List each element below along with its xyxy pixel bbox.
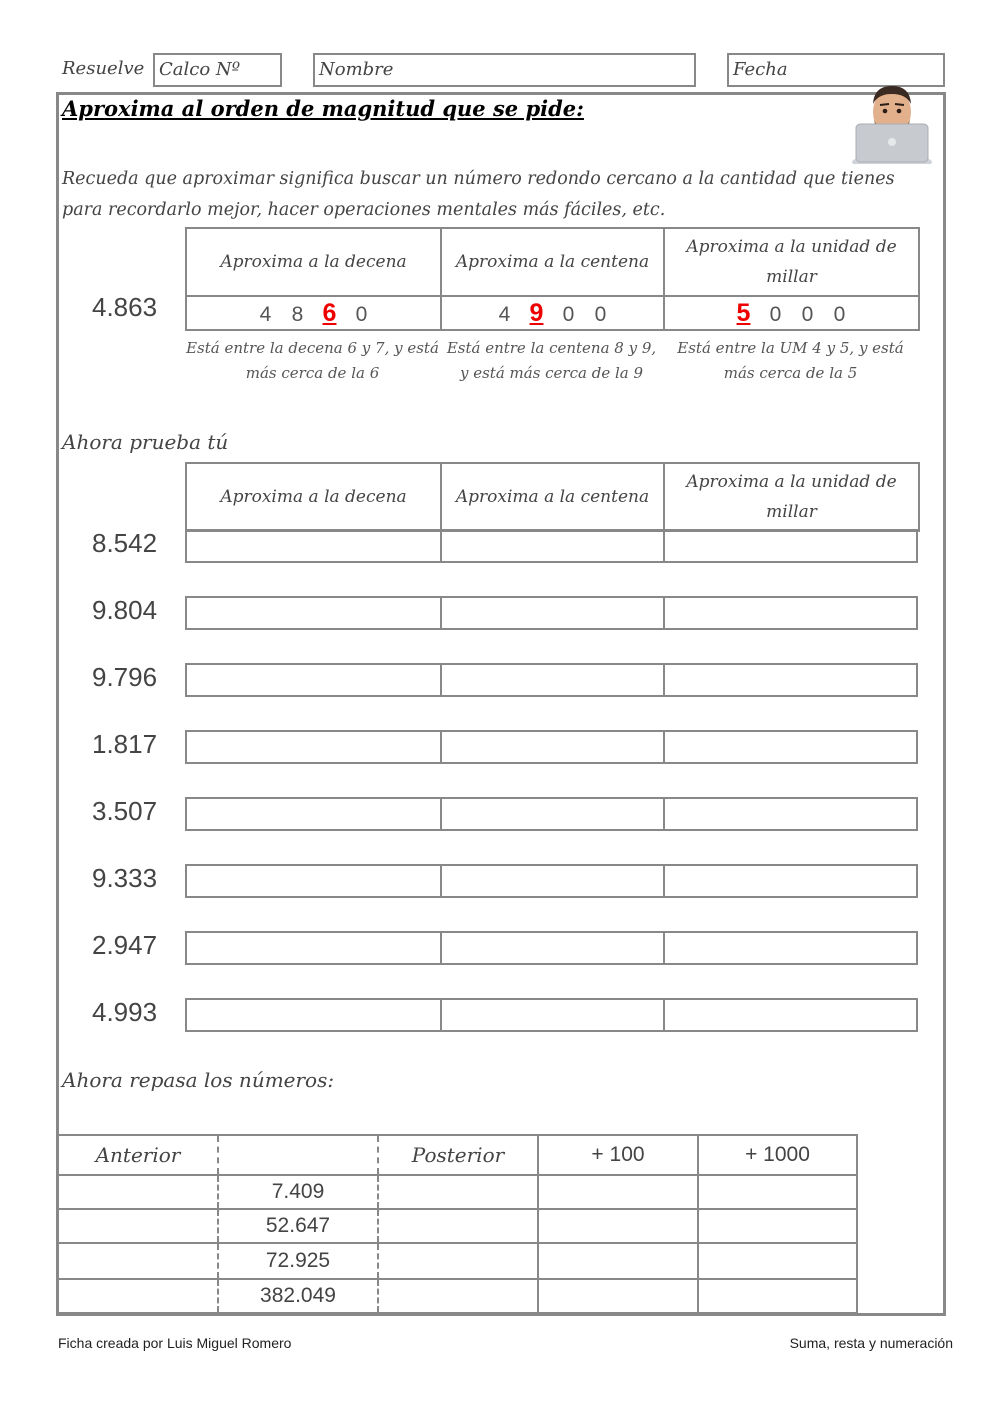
header-centena: Aproxima a la centena <box>441 228 664 296</box>
note-millar <box>663 336 918 386</box>
answer-row[interactable] <box>185 529 918 563</box>
note-centena-line2: y está más cerca de la 9 <box>459 364 644 382</box>
practice-table-header <box>185 462 920 532</box>
header-anterior: Anterior <box>58 1135 218 1175</box>
digit: 8 <box>291 302 304 326</box>
digit: 0 <box>562 302 575 326</box>
header-plus-1000: + 1000 <box>698 1135 857 1175</box>
practice-label: Ahora prueba tú <box>62 430 229 454</box>
rounded-digit: 9 <box>529 298 544 327</box>
footer-author: Ficha creada por Luis Miguel Romero <box>58 1335 292 1351</box>
posterior-cell[interactable] <box>378 1175 538 1209</box>
header-millar <box>664 463 919 531</box>
example-number: 4.863 <box>92 292 158 322</box>
example-table <box>185 227 920 331</box>
anterior-cell[interactable] <box>58 1279 218 1313</box>
fecha-label: Fecha <box>733 59 788 80</box>
answer-row[interactable] <box>185 864 918 898</box>
answer-row[interactable] <box>185 596 918 630</box>
plus-100-cell[interactable] <box>538 1209 698 1243</box>
header-number <box>218 1135 378 1175</box>
calco-label: Calco Nº <box>159 59 241 80</box>
digit: 0 <box>769 302 782 326</box>
digit: 0 <box>833 302 846 326</box>
note-decena-line1: Está entre la decena 6 y 7, y está <box>186 339 439 357</box>
plus-1000-cell[interactable] <box>698 1175 857 1209</box>
example-centena-cell <box>441 296 664 330</box>
header-posterior: Posterior <box>378 1135 538 1175</box>
intro-line-2: para recordarlo mejor, hacer operaciones mentales más fáciles, etc. <box>62 200 666 220</box>
anterior-cell[interactable] <box>58 1209 218 1243</box>
review-table <box>57 1134 858 1314</box>
header-millar-line2: millar <box>766 267 817 287</box>
answer-row[interactable] <box>185 663 918 697</box>
header-centena: Aproxima a la centena <box>441 463 664 531</box>
review-number: 52.647 <box>218 1209 378 1243</box>
example-millar-cell <box>664 296 919 330</box>
anterior-cell[interactable] <box>58 1243 218 1279</box>
calco-field[interactable] <box>153 53 282 87</box>
footer-topic: Suma, resta y numeración <box>789 1335 953 1351</box>
digit: 4 <box>498 302 511 326</box>
review-number: 7.409 <box>218 1175 378 1209</box>
header-millar-line1: Aproxima a la unidad de <box>686 472 897 492</box>
practice-number: 9.796 <box>92 662 158 692</box>
digit: 0 <box>801 302 814 326</box>
header-plus-100: + 100 <box>538 1135 698 1175</box>
review-number: 382.049 <box>218 1279 378 1313</box>
rounded-digit: 6 <box>322 298 337 327</box>
answer-row[interactable] <box>185 931 918 965</box>
nombre-field[interactable] <box>313 53 696 87</box>
note-decena <box>185 336 440 386</box>
practice-number: 9.804 <box>92 595 158 625</box>
avatar-icon <box>848 82 936 164</box>
resuelve-label: Resuelve <box>62 58 145 79</box>
note-centena <box>440 336 663 386</box>
header-millar-line2: millar <box>766 502 817 522</box>
digit: 0 <box>355 302 368 326</box>
header-decena: Aproxima a la decena <box>186 228 441 296</box>
anterior-cell[interactable] <box>58 1175 218 1209</box>
posterior-cell[interactable] <box>378 1279 538 1313</box>
header-millar <box>664 228 919 296</box>
note-centena-line1: Está entre la centena 8 y 9, <box>446 339 657 357</box>
practice-number: 9.333 <box>92 863 158 893</box>
posterior-cell[interactable] <box>378 1209 538 1243</box>
practice-number: 2.947 <box>92 930 158 960</box>
nombre-label: Nombre <box>319 59 394 80</box>
practice-number: 1.817 <box>92 729 158 759</box>
plus-100-cell[interactable] <box>538 1243 698 1279</box>
example-decena-cell <box>186 296 441 330</box>
practice-number: 8.542 <box>92 528 158 558</box>
practice-number: 3.507 <box>92 796 158 826</box>
answer-row[interactable] <box>185 730 918 764</box>
note-decena-line2: más cerca de la 6 <box>245 364 380 382</box>
practice-number: 4.993 <box>92 997 158 1027</box>
header-decena: Aproxima a la decena <box>186 463 441 531</box>
plus-1000-cell[interactable] <box>698 1279 857 1313</box>
page-title: Aproxima al orden de magnitud que se pide: <box>62 96 584 121</box>
plus-100-cell[interactable] <box>538 1279 698 1313</box>
plus-1000-cell[interactable] <box>698 1209 857 1243</box>
intro-text <box>62 164 922 226</box>
header-millar-line1: Aproxima a la unidad de <box>686 237 897 257</box>
note-millar-line1: Está entre la UM 4 y 5, y está <box>677 339 904 357</box>
digit: 4 <box>259 302 272 326</box>
rounded-digit: 5 <box>736 298 751 327</box>
intro-line-1: Recueda que aproximar significa buscar un número redondo cercano a la cantidad que tienes <box>62 169 895 189</box>
note-millar-line2: más cerca de la 5 <box>723 364 858 382</box>
plus-1000-cell[interactable] <box>698 1243 857 1279</box>
answer-row[interactable] <box>185 998 918 1032</box>
review-label: Ahora repasa los números: <box>62 1068 335 1092</box>
answer-row[interactable] <box>185 797 918 831</box>
digit: 0 <box>594 302 607 326</box>
plus-100-cell[interactable] <box>538 1175 698 1209</box>
review-number: 72.925 <box>218 1243 378 1279</box>
posterior-cell[interactable] <box>378 1243 538 1279</box>
